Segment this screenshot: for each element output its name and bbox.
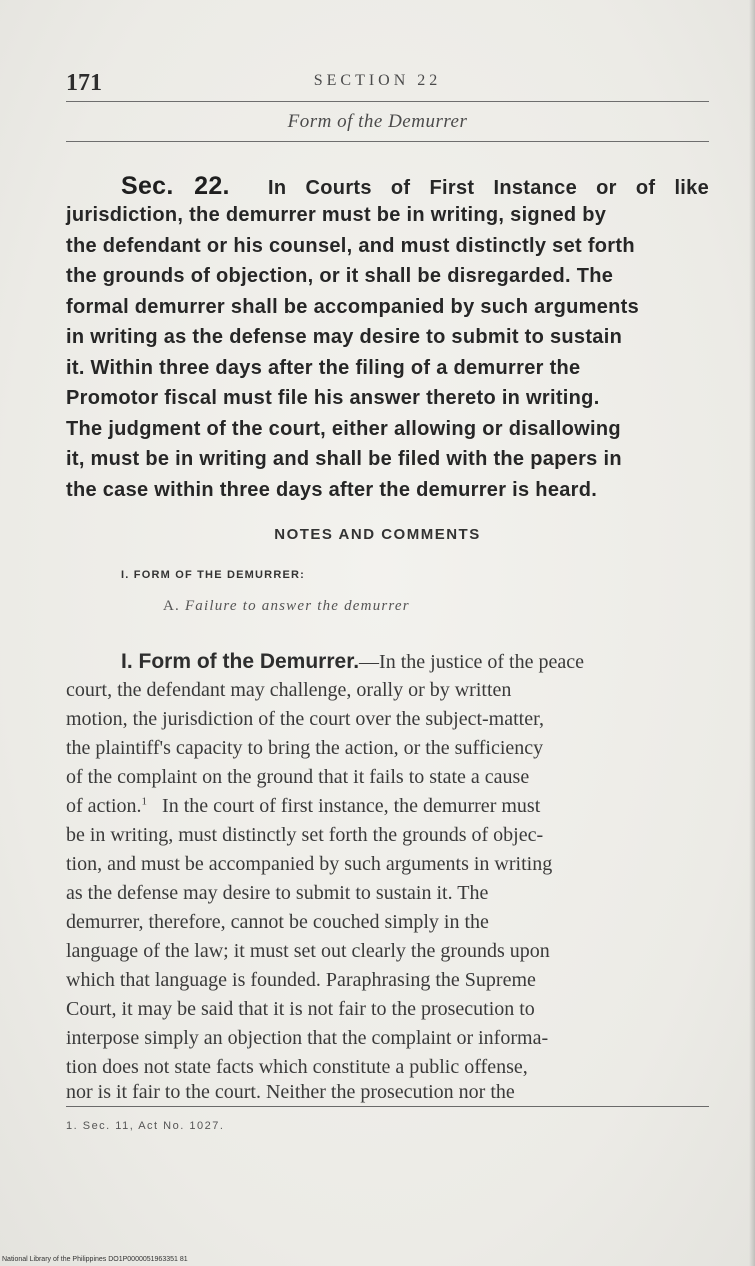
running-head: SECTION 22 — [313, 72, 442, 89]
notes-line: which that language is founded. Paraphrasing the Supreme — [66, 969, 536, 991]
section-line: formal demurrer shall be accompanied by such arguments — [66, 296, 640, 318]
section-line: Sec. 22. In Courts of First Instance or of like — [121, 172, 710, 200]
notes-line: the plaintiff's capacity to bring the action, or the sufficiency — [66, 737, 544, 759]
outline-item-1: I. FORM OF THE DEMURRER: — [121, 569, 306, 581]
notes-line: of the complaint on the ground that it fails to state a cause — [66, 766, 530, 788]
notes-line: motion, the jurisdiction of the court over the subject-matter, — [66, 708, 544, 730]
scan-credit: National Library of the Philippines DO1P0000051963351 81 — [2, 1256, 188, 1263]
footnote-marker: 1 — [141, 795, 148, 808]
section-line: Promotor fiscal must file his answer thereto in writing. — [66, 387, 600, 409]
footnote: 1. Sec. 11, Act No. 1027. — [66, 1120, 225, 1132]
section-line: jurisdiction, the demurrer must be in writing, signed by — [66, 204, 607, 226]
notes-heading: NOTES AND COMMENTS — [274, 526, 481, 543]
section-label: Sec. 22. — [121, 172, 230, 200]
notes-line: nor is it fair to the court. Neither the prosecution nor the — [66, 1081, 515, 1103]
footnote-rule — [66, 1106, 709, 1107]
page-number: 171 — [66, 70, 102, 96]
section-line: in writing as the defense may desire to submit to sustain — [66, 326, 623, 348]
outline-item-a: A. Failure to answer the demurrer — [163, 598, 410, 614]
section-line: the defendant or his counsel, and must distinctly set forth — [66, 235, 635, 257]
section-line: it. Within three days after the filing of a demurrer the — [66, 357, 581, 379]
header-rule-top — [66, 101, 709, 102]
notes-line: language of the law; it must set out clearly the grounds upon — [66, 940, 550, 962]
notes-line: tion does not state facts which constitute a public offense, — [66, 1056, 528, 1078]
page-edge-shadow — [749, 0, 755, 1266]
notes-line: of action.$^1$ In the court of first instance, the demurrer must — [66, 795, 541, 817]
notes-lead-heading: I. Form of the Demurrer. — [121, 650, 360, 673]
notes-line: demurrer, therefore, cannot be couched simply in the — [66, 911, 489, 933]
notes-line: Court, it may be said that it is not fair to the prosecution to — [66, 998, 535, 1020]
header-rule-bottom — [66, 141, 709, 142]
section-line: the grounds of objection, or it shall be disregarded. The — [66, 265, 614, 287]
page-subhead: Form of the Demurrer — [287, 111, 468, 132]
section-line: the case within three days after the demurrer is heard. — [66, 479, 598, 501]
notes-line: tion, and must be accompanied by such arguments in writing — [66, 853, 553, 875]
notes-line: I. Form of the Demurrer.—In the justice of the peace — [121, 650, 584, 673]
section-line: The judgment of the court, either allowing or disallowing — [66, 418, 621, 440]
notes-line: be in writing, must distinctly set forth the grounds of objec- — [66, 824, 544, 846]
notes-line: as the defense may desire to submit to sustain it. The — [66, 882, 489, 904]
notes-line: interpose simply an objection that the complaint or informa- — [66, 1027, 549, 1049]
section-line: it, must be in writing and shall be filed with the papers in — [66, 448, 622, 470]
notes-line: court, the defendant may challenge, orally or by written — [66, 679, 512, 701]
